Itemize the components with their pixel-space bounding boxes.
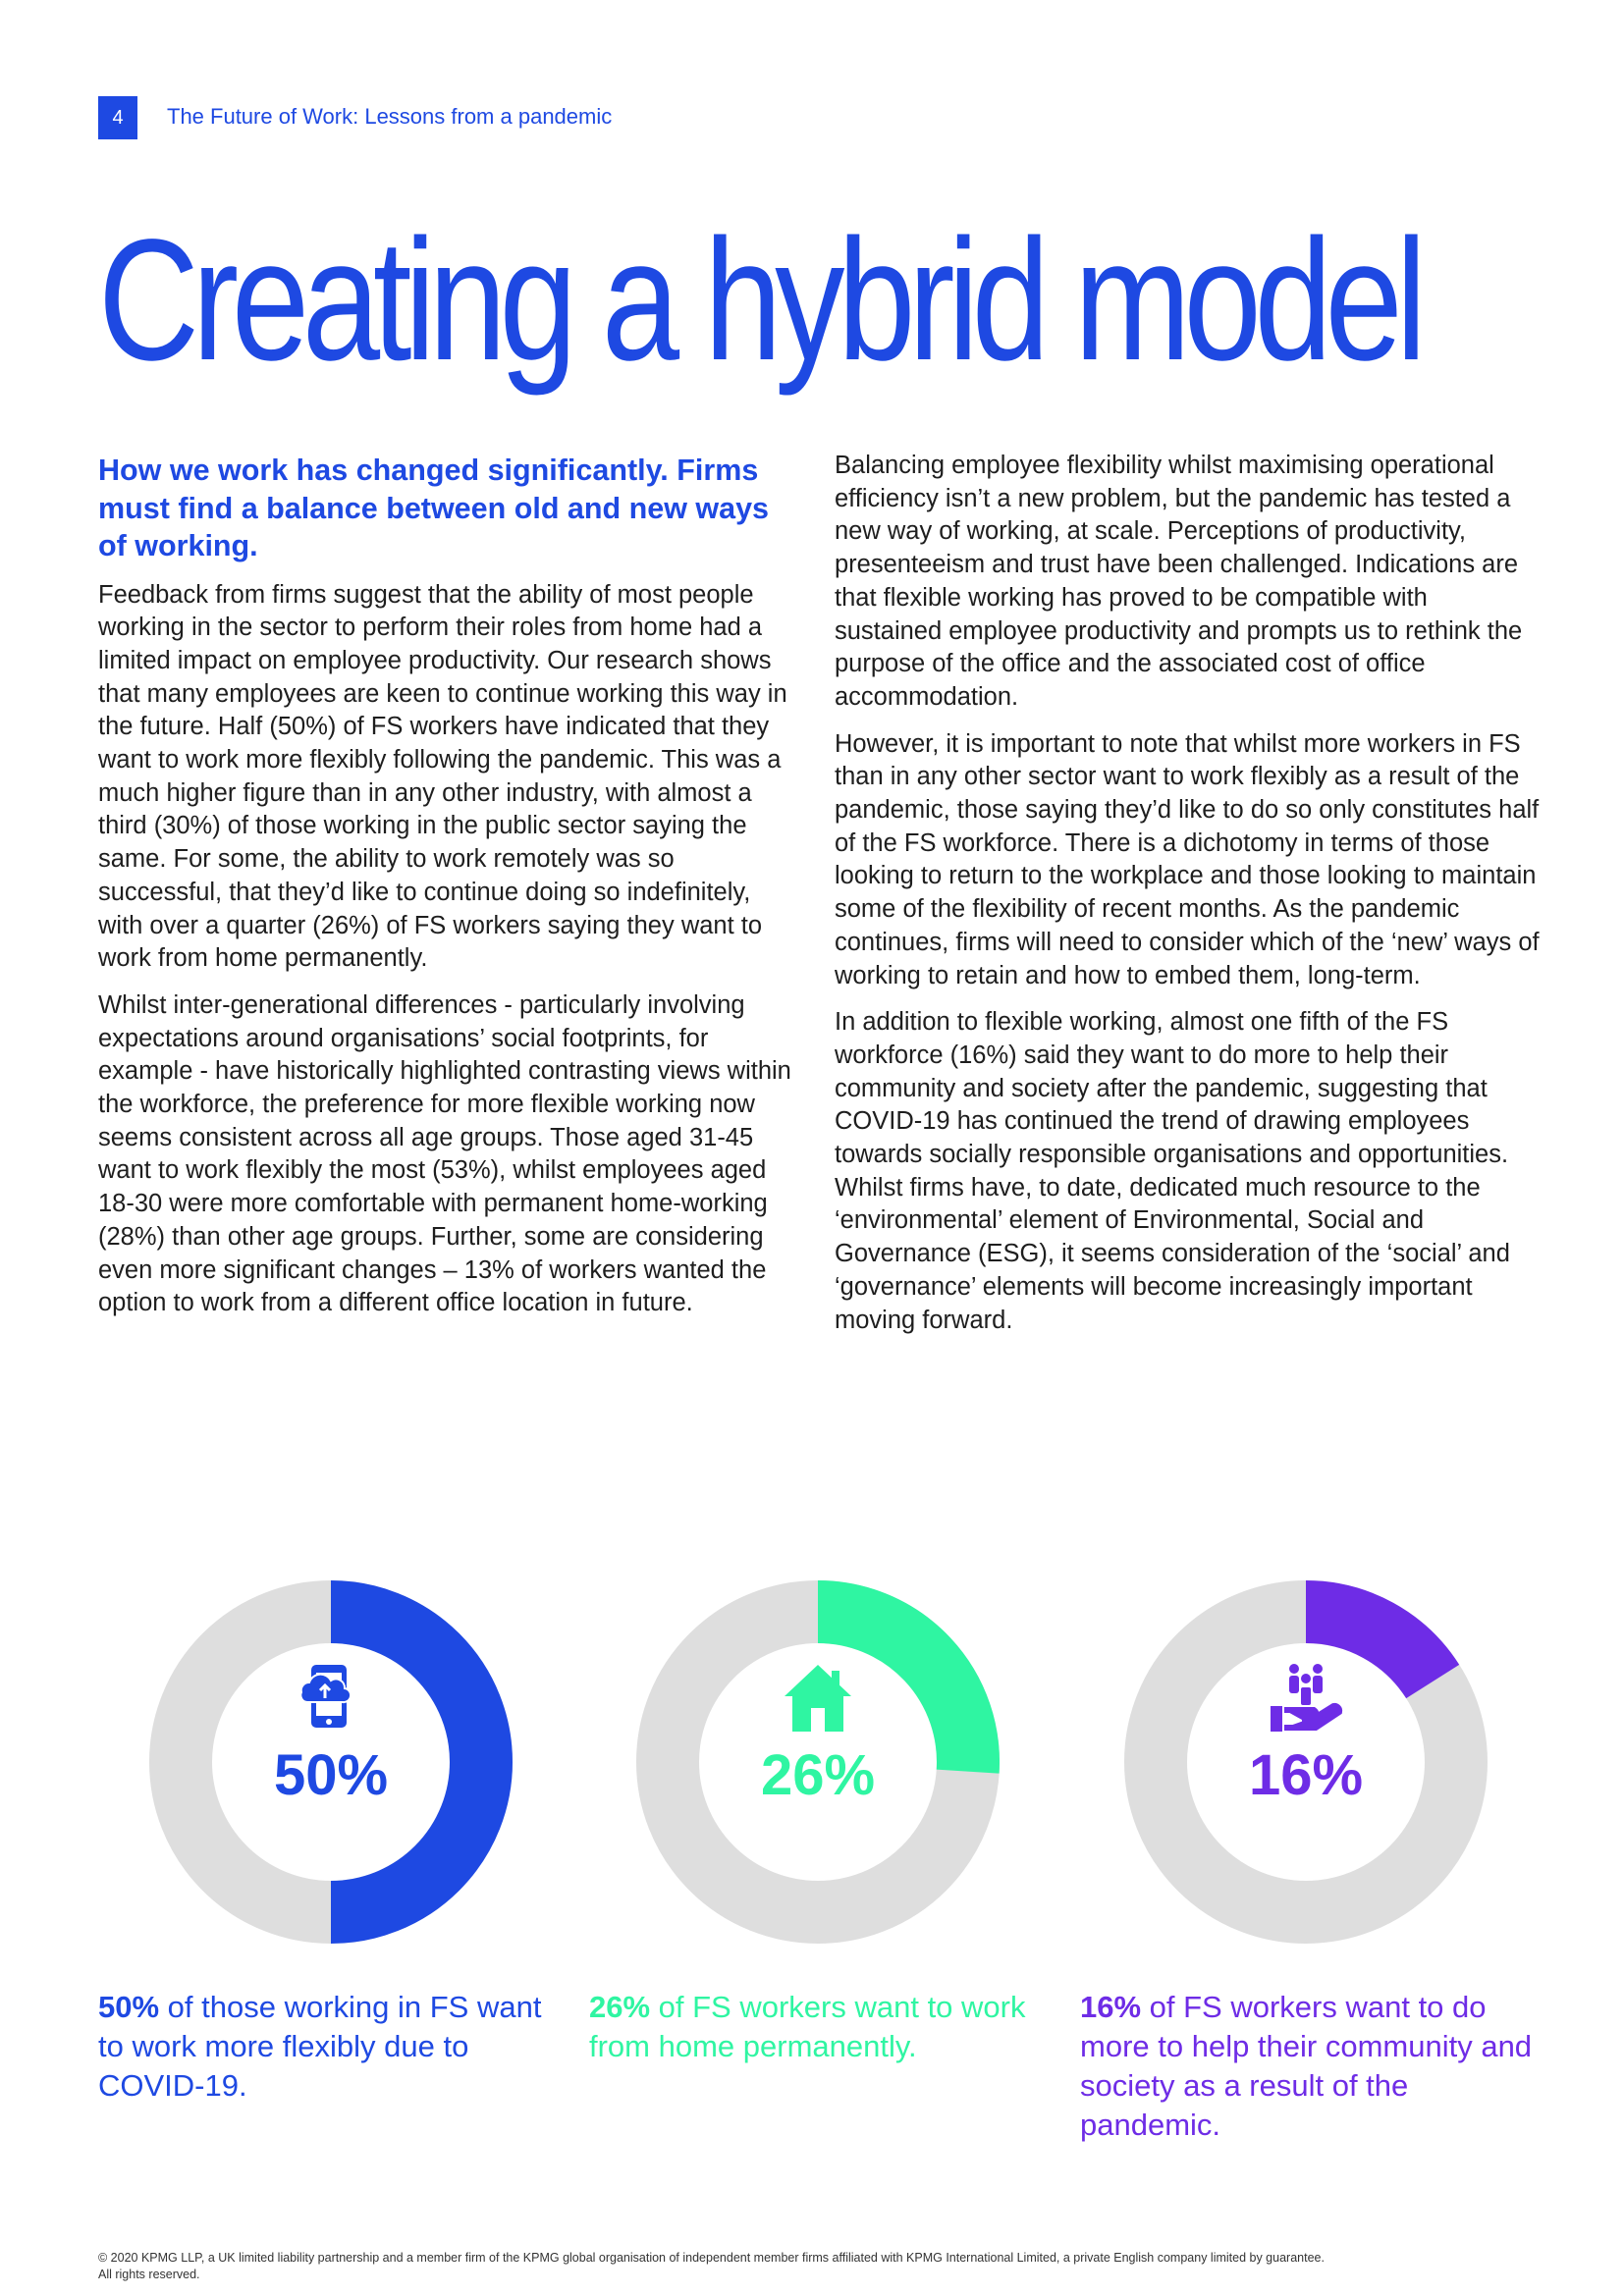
donut-value: 50% bbox=[273, 1743, 389, 1807]
house-icon bbox=[779, 1659, 857, 1737]
footer-rights: All rights reserved. bbox=[98, 2268, 200, 2281]
page-title: Creating a hybrid model bbox=[98, 204, 1420, 397]
footer bbox=[98, 2250, 1532, 2283]
stat-caption-value: 16% bbox=[1080, 1990, 1142, 2024]
footer-legal: © 2020 KPMG LLP, a UK limited liability partnership and a member firm of the KPMG global organisation of independent member firms affiliated with KPMG International Limited, a private English company limited by guarantee. bbox=[98, 2251, 1325, 2265]
body-paragraph: However, it is important to note that whilst more workers in FS than in any other sector want to work flexibly as a result of the pandemic, those saying they’d like to do so only constitutes half of the FS workforce. There is a dichotomy in terms of those looking to return to the workplace and those looking to maintain some of the flexibility of recent months. As the pandemic continues, firms will need to consider which of the ‘new’ ways of working to retain and how to embed them, long-term. bbox=[835, 729, 1540, 989]
stat-caption-value: 26% bbox=[589, 1990, 651, 2024]
donut-chart-home bbox=[636, 1580, 1000, 1944]
donut-value: 16% bbox=[1248, 1743, 1364, 1807]
stat-caption-text: of FS workers want to do more to help their community and society as a result of the pandemic. bbox=[1080, 1990, 1533, 2142]
stat-caption-value: 50% bbox=[98, 1990, 160, 2024]
donut-value: 26% bbox=[760, 1743, 876, 1807]
stat-caption-flexible bbox=[98, 1988, 569, 2106]
mobile-cloud-icon bbox=[292, 1659, 370, 1737]
running-title: The Future of Work: Lessons from a pandemic bbox=[167, 104, 613, 129]
stat-caption-community bbox=[1080, 1988, 1551, 2145]
stat-caption-text: of those working in FS want to work more flexibly due to COVID-19. bbox=[98, 1990, 542, 2103]
community-hand-icon bbox=[1267, 1659, 1345, 1737]
page-number: 4 bbox=[98, 96, 137, 139]
left-column bbox=[98, 452, 797, 1334]
body-paragraph: In addition to flexible working, almost one fifth of the FS workforce (16%) said they want to do more to help their community and society after the pandemic, suggesting that COVID-19 has continued the trend of drawing employees towards socially responsible organisations and opportunities. Whilst firms have, to date, dedicated much resource to the ‘environmental’ element of Environmental, Social and Governance (ESG), it seems consideration of the ‘social’ and ‘governance’ elements will become increasingly important moving forward. bbox=[835, 1008, 1510, 1334]
right-column bbox=[835, 450, 1542, 1351]
body-paragraph: Balancing employee flexibility whilst maximising operational efficiency isn’t a new problem, but the pandemic has tested a new way of working, at scale. Perceptions of productivity, presenteeism and trust have been challenged. Indications are that flexible working has proved to be compatible with sustained employee productivity and prompts us to rethink the purpose of the office and the associated cost of office accommodation. bbox=[835, 452, 1523, 711]
intro-heading: How we work has changed significantly. Firms must find a balance between old and new ways of working. bbox=[98, 454, 770, 562]
stat-caption-home bbox=[589, 1988, 1051, 2066]
donut-chart-community bbox=[1124, 1580, 1488, 1944]
stat-caption-text: of FS workers want to work from home permanently. bbox=[589, 1990, 1026, 2063]
body-paragraph: Whilst inter-generational differences - particularly involving expectations around organisations’ social footprints, for example - have historically highlighted contrasting views within the workforce, the preference for more flexible working now seems consistent across all age groups. Those aged 31-45 want to work flexibly the most (53%), whilst employees aged 18-30 were more comfortable with permanent home-working (28%) than other age groups. Further, some are considering even more significant changes – 13% of workers wanted the option to work from a different office location in future. bbox=[98, 990, 791, 1317]
body-paragraph: Feedback from firms suggest that the ability of most people working in the sector to perform their roles from home had a limited impact on employee productivity. Our research shows that many employees are keen to continue working this way in the future. Half (50%) of FS workers have indicated that they want to work more flexibly following the pandemic. This was a much higher figure than in any other industry, with almost a third (30%) of those working in the public sector saying the same. For some, the ability to work remotely was so successful, that they’d like to continue doing so indefinitely, with over a quarter (26%) of FS workers saying they want to work from home permanently. bbox=[98, 580, 787, 973]
donut-chart-flexible bbox=[149, 1580, 513, 1944]
